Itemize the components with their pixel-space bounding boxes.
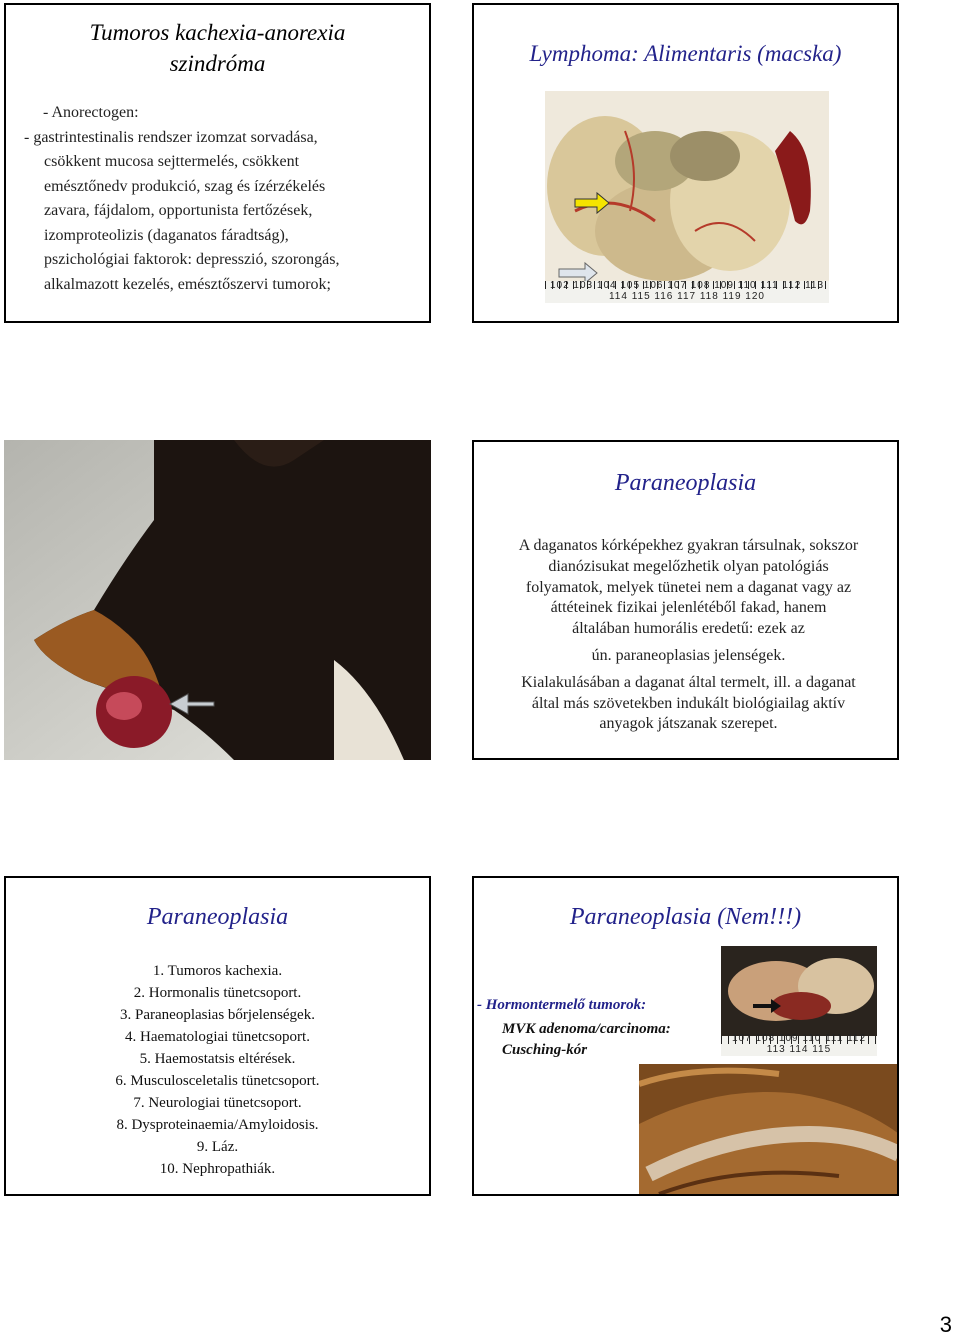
skin-photo: [639, 1064, 899, 1196]
list-item: 3. Paraneoplasias bőrjelenségek.: [120, 1007, 315, 1023]
body-line: izomproteolizis (daganatos fáradtság),: [44, 226, 289, 244]
slide-lymphoma: [472, 3, 899, 323]
ruler-label: 102 103 104 105 106 107 108 109 110 111 112 113 114 115 116 117 118 119 120: [549, 280, 825, 302]
slide-paraneoplasia-definition: [472, 440, 899, 760]
body-line: Kialakulásában a daganat által termelt, ill. a daganat: [521, 673, 856, 691]
list-item: 2. Hormonalis tünetcsoport.: [133, 985, 302, 1001]
slide-dog-photo: [4, 440, 431, 760]
body-line: ún. paraneoplasias jelenségek.: [591, 646, 786, 664]
list-item: 7. Neurologiai tünetcsoport.: [133, 1095, 302, 1111]
title-line-2: szindróma: [169, 51, 266, 76]
ruler: [721, 1033, 877, 1056]
list-item: 8. Dysproteinaemia/Amyloidosis.: [116, 1117, 319, 1133]
body-line: folyamatok, melyek tünetei nem a daganat vagy az: [525, 578, 852, 596]
body-line: pszichológiai faktorok: depresszió, szorongás,: [44, 251, 340, 268]
title-line-1: Tumoros kachexia-anorexia: [89, 20, 346, 45]
list-item: 6. Musculosceletalis tünetcsoport.: [115, 1073, 320, 1089]
slide-title: [6, 17, 429, 79]
slide-title: Paraneoplasia (Nem!!!): [569, 904, 802, 930]
slide-title: Lymphoma: Alimentaris (macska): [529, 41, 842, 66]
list-item: 9. Láz.: [196, 1139, 239, 1155]
subtitle: - Hormontermelő tumorok:: [477, 997, 647, 1013]
slide-paraneoplasia-nem: [472, 876, 899, 1196]
ruler-label: 107 108 109 110 111 112 113 114 115: [731, 1033, 867, 1055]
body-line: általában humorális eredetű: ezek az: [572, 620, 805, 638]
skin-illustration: [639, 1064, 899, 1196]
list-item: 5. Haemostatsis eltérések.: [139, 1051, 296, 1067]
intestine-illustration: [545, 91, 829, 303]
list-item: 1. Tumoros kachexia.: [152, 963, 283, 979]
body-line: zavara, fájdalom, opportunista fertőzések,: [44, 202, 313, 219]
slide-title: Paraneoplasia: [614, 470, 757, 496]
body-line: csökkent mucosa sejttermelés, csökkent: [44, 153, 300, 170]
body-line: alkalmazott kezelés, emésztőszervi tumorok;: [44, 275, 331, 293]
numbered-list: [6, 960, 429, 1180]
body-line: anyagok játszanak szerepet.: [599, 715, 778, 733]
dog-tumor-photo: [4, 440, 431, 760]
body-line: A daganatos kórképekhez gyakran társulnak, sokszor: [518, 537, 859, 554]
body-line: emésztőnedv produkció, szag és ízérzékelés: [44, 177, 326, 195]
adrenal-photo: [721, 946, 877, 1056]
body-line: - Anorectogen:: [43, 104, 139, 121]
ruler: [545, 281, 829, 303]
slide-body: [480, 536, 897, 735]
slide-tumoros-kachexia: [4, 3, 431, 323]
body-line: MVK adenoma/carcinoma:: [502, 1021, 671, 1037]
body-line: áttéteinek fizikai jelenlétéből fakad, hanem: [550, 599, 827, 617]
body-line: által más szövetekben indukált biológiailag aktív: [531, 694, 846, 712]
body-line: Cusching-kór: [502, 1042, 588, 1058]
page-number: 3: [939, 1312, 952, 1337]
body-line: dianózisukat megelőzhetik olyan patológiás: [548, 557, 829, 575]
slide-paraneoplasia-list: [4, 876, 431, 1196]
slide-title: Paraneoplasia: [146, 904, 289, 930]
slide-body: [24, 101, 339, 297]
list-item: 10. Nephropathiák.: [159, 1161, 276, 1177]
intestine-photo: [545, 91, 829, 303]
list-item: 4. Haematologiai tünetcsoport.: [125, 1029, 310, 1045]
body-line: - gastrintestinalis rendszer izomzat sorvadása,: [24, 128, 318, 146]
